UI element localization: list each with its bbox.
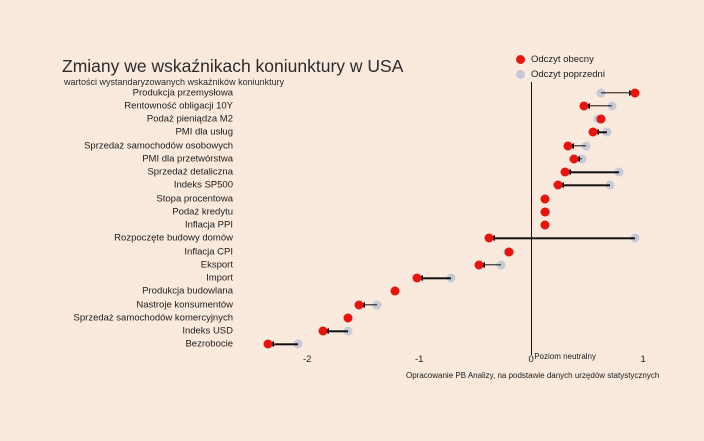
category-label: Rozpoczęte budowy domów bbox=[114, 232, 233, 244]
category-label: Podaż kredytu bbox=[172, 206, 233, 218]
legend-dot-previous bbox=[516, 70, 525, 79]
source-note: Opracowanie PB Analizy, na podstawie danych urzędów statystycznych bbox=[406, 371, 660, 380]
category-label: Indeks USD bbox=[182, 325, 233, 337]
current-value-dot bbox=[569, 154, 578, 163]
current-value-dot bbox=[564, 141, 573, 150]
category-label: Bezrobocie bbox=[185, 338, 233, 350]
current-value-dot bbox=[390, 287, 399, 296]
category-label: Produkcja budowlana bbox=[142, 285, 233, 297]
change-arrow-line bbox=[484, 264, 501, 265]
category-label: Inflacja CPI bbox=[184, 246, 233, 258]
category-label: PMI dla usług bbox=[175, 126, 233, 138]
current-value-dot bbox=[318, 327, 327, 336]
category-label: Sprzedaż detaliczna bbox=[147, 166, 233, 178]
change-arrow-line bbox=[494, 238, 636, 239]
current-value-dot bbox=[484, 234, 493, 243]
current-value-dot bbox=[596, 115, 605, 124]
category-label: Inflacja PPI bbox=[184, 219, 233, 231]
current-value-dot bbox=[631, 88, 640, 97]
x-axis bbox=[240, 351, 660, 371]
change-arrow-line bbox=[598, 132, 608, 133]
current-value-dot bbox=[354, 300, 363, 309]
change-arrow-line bbox=[570, 171, 619, 172]
category-label: Sprzedaż samochodów komercyjnych bbox=[73, 312, 233, 324]
legend-dot-current bbox=[516, 55, 525, 64]
category-label: Stopa procentowa bbox=[156, 193, 233, 205]
category-label: Produkcja przemysłowa bbox=[132, 87, 233, 99]
category-label: Podaż pieniądza M2 bbox=[146, 113, 233, 125]
category-label: Nastroje konsumentów bbox=[136, 299, 233, 311]
change-arrow-line bbox=[328, 330, 348, 331]
current-value-dot bbox=[504, 247, 513, 256]
current-value-dot bbox=[554, 181, 563, 190]
x-tick-label: 0 bbox=[528, 354, 534, 365]
change-arrow-line bbox=[563, 185, 610, 186]
chart-legend bbox=[516, 52, 605, 82]
x-tick-label: -1 bbox=[414, 354, 424, 365]
legend-label-previous: Odczyt poprzedni bbox=[531, 69, 605, 80]
change-arrow-line bbox=[573, 145, 586, 146]
current-value-dot bbox=[579, 101, 588, 110]
category-label: Rentowność obligacji 10Y bbox=[124, 100, 233, 112]
chart-subtitle: wartości wystandaryzowanych wskaźników koniunktury bbox=[64, 77, 285, 87]
x-tick-label: 1 bbox=[640, 354, 646, 365]
change-arrow-line bbox=[364, 304, 377, 305]
current-value-dot bbox=[540, 207, 549, 216]
change-arrow-line bbox=[273, 344, 298, 345]
x-tick-label: -2 bbox=[302, 354, 312, 365]
category-label: PMI dla przetwórstwa bbox=[142, 153, 233, 165]
current-value-dot bbox=[264, 340, 273, 349]
current-value-dot bbox=[588, 128, 597, 137]
legend-item-current bbox=[516, 52, 605, 67]
current-value-dot bbox=[412, 274, 421, 283]
current-value-dot bbox=[474, 260, 483, 269]
category-label: Eksport bbox=[200, 259, 233, 271]
change-arrow-line bbox=[589, 105, 612, 106]
chart-title: Zmiany we wskaźnikach koniunktury w USA bbox=[62, 56, 404, 76]
current-value-dot bbox=[540, 194, 549, 203]
category-label: Indeks SP500 bbox=[173, 179, 233, 191]
category-label: Import bbox=[206, 272, 233, 284]
neutral-level-label: Poziom neutralny bbox=[534, 352, 596, 361]
zero-reference-line bbox=[531, 82, 532, 355]
current-value-dot bbox=[540, 221, 549, 230]
category-label: Sprzedaż samochodów osobowych bbox=[84, 140, 233, 152]
change-arrow-line bbox=[422, 277, 451, 278]
current-value-dot bbox=[560, 168, 569, 177]
plot-area bbox=[73, 86, 660, 351]
legend-label-current: Odczyt obecny bbox=[531, 54, 594, 65]
legend-item-previous bbox=[516, 67, 605, 82]
current-value-dot bbox=[343, 313, 352, 322]
change-arrow-line bbox=[601, 92, 631, 93]
